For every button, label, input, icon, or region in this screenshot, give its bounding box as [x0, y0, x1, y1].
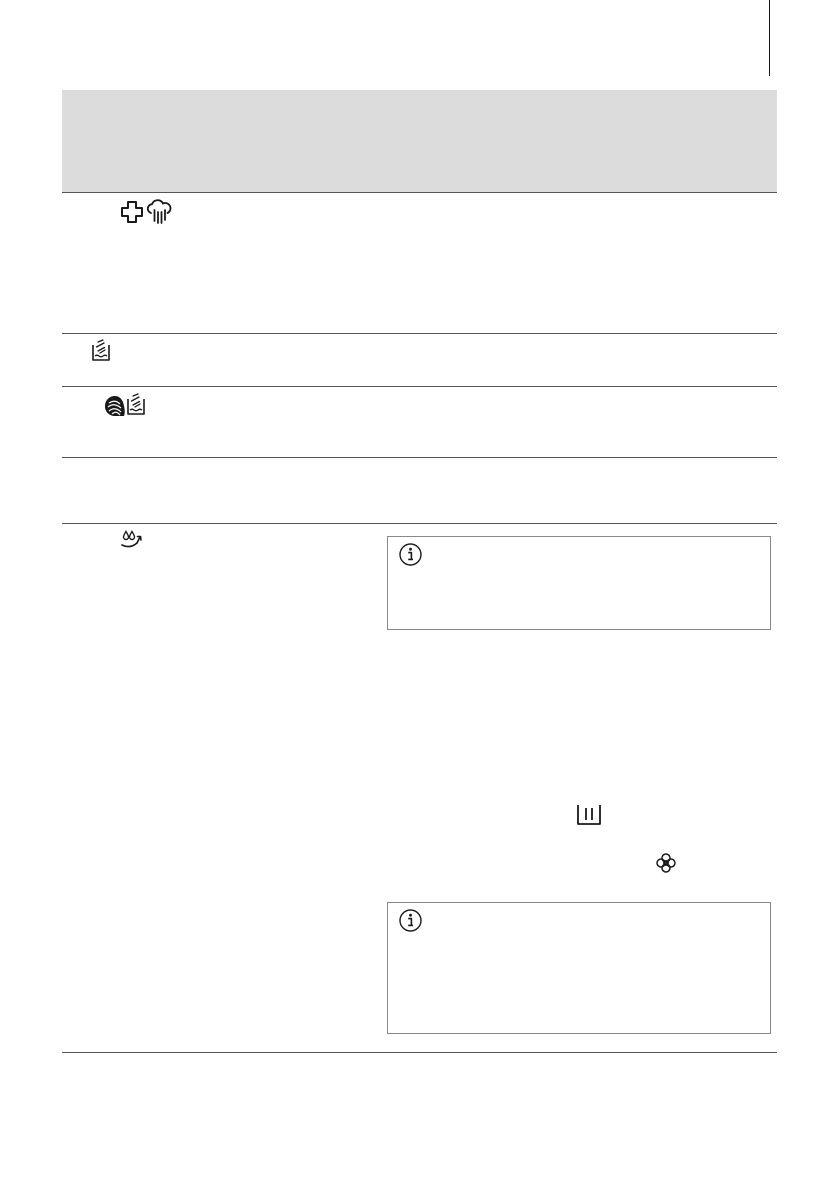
info-note-box — [387, 536, 771, 630]
table-rule — [62, 386, 777, 387]
wool-icon — [103, 394, 127, 418]
table-rule — [62, 457, 777, 458]
steam-cloud-icon — [146, 199, 172, 225]
tub-icon — [576, 804, 602, 831]
table-rule — [62, 523, 777, 524]
table-header — [62, 90, 777, 193]
water-level-icon — [90, 339, 112, 363]
info-note-box — [387, 902, 771, 1034]
water-drops-rinse-icon — [120, 530, 146, 552]
table-rule — [62, 333, 777, 334]
table-rule — [62, 1052, 777, 1053]
info-icon — [399, 543, 422, 566]
water-level-icon — [125, 393, 147, 417]
margin-mark — [769, 0, 770, 76]
flower-icon — [655, 852, 677, 879]
cross-icon — [120, 200, 144, 224]
info-icon — [399, 909, 422, 932]
